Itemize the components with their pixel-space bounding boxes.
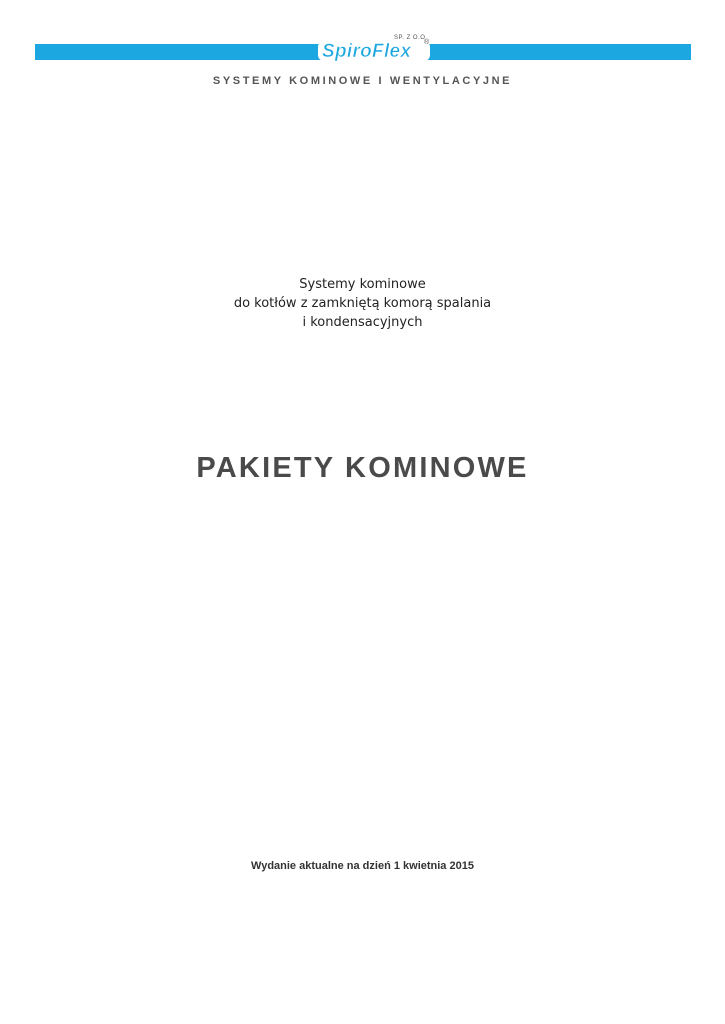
page-title: PAKIETY KOMINOWE [196, 452, 529, 484]
spiroflex-logo [312, 30, 438, 64]
tagline: SYSTEMY KOMINOWE I WENTYLACYJNE [212, 75, 513, 87]
document-subtitle [0, 275, 725, 332]
edition-date: Wydanie aktualne na dzień 1 kwietnia 2015 [251, 860, 474, 872]
subtitle-line: Systemy kominowe [299, 277, 426, 292]
svg-text:SpiroFlex: SpiroFlex [322, 41, 412, 62]
subtitle-line: i kondensacyjnych [302, 315, 423, 330]
subtitle-line: do kotłów z zamkniętą komorą spalania [233, 296, 492, 311]
svg-text:®: ® [424, 39, 430, 46]
svg-text:SP. Z O.O: SP. Z O.O [394, 35, 426, 41]
